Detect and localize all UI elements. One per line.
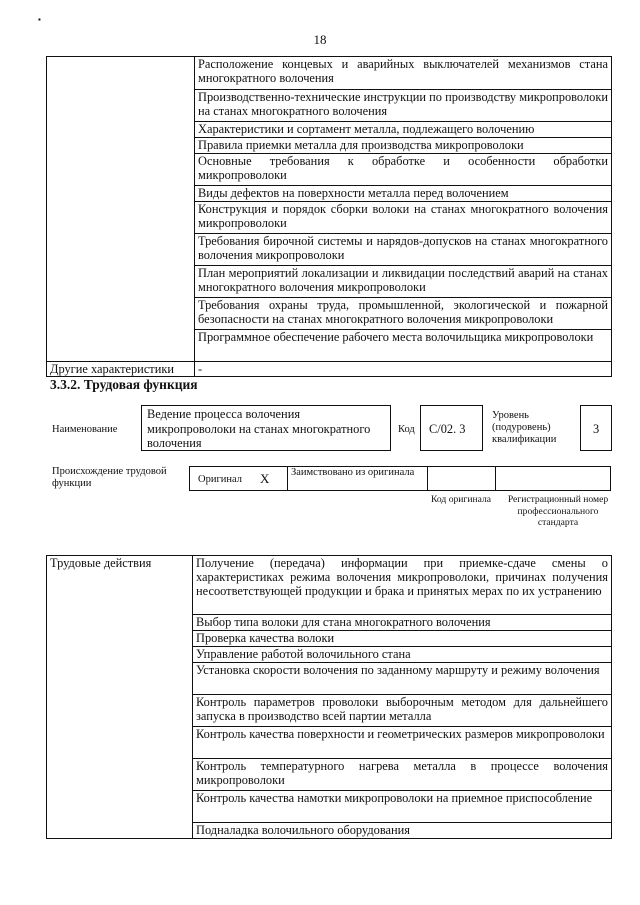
labor-actions-label: Трудовые действия: [47, 556, 193, 839]
table-cell: Установка скорости волочения по заданному маршруту и режиму волочения: [193, 663, 612, 695]
table-cell: Управление работой волочильного стана: [193, 647, 612, 663]
other-characteristics-label: Другие характеристики: [47, 362, 195, 377]
table-cell: Виды дефектов на поверхности металла перед волочением: [195, 186, 612, 202]
code-original-cell: [427, 467, 496, 490]
original-cell: [190, 467, 288, 490]
table-cell: Требования охраны труда, промышленной, экологической и пожарной безопасности на станах многократного волочения микропроволоки: [195, 298, 612, 330]
level-box: [580, 405, 612, 451]
knowledge-table: [46, 56, 612, 377]
origin-label: Происхождение трудовой функции: [52, 466, 167, 489]
code-original-caption: Код оригинала: [430, 494, 492, 505]
level-value: 3: [593, 422, 600, 436]
table-row: [47, 362, 612, 377]
name-label: Наименование: [52, 424, 118, 435]
table-cell: Проверка качества волоки: [193, 631, 612, 647]
table-cell: Требования бирочной системы и нарядов-допусков на станах многократного волочения микропроволоки: [195, 234, 612, 266]
borrowed-label: Заимствовано из оригинала: [291, 467, 415, 478]
table-row: [47, 556, 612, 615]
table-cell: Подналадка волочильного оборудования: [193, 823, 612, 839]
table-cell: Получение (передача) информации при приемке-сдаче смены о характеристиках режима волочения микропроволоки, причинах получения несоответствующей продукции и брака и принятых мерах по их устранению: [193, 556, 612, 615]
table-row: [47, 57, 612, 90]
borrowed-cell: [287, 467, 428, 490]
corner-mark: ▪: [38, 15, 41, 24]
code-label: Код: [398, 424, 415, 435]
original-label: Оригинал: [198, 474, 242, 485]
function-name-box: [141, 405, 391, 451]
table-cell: Основные требования к обработке и особенности обработки микропроволоки: [195, 154, 612, 186]
table-cell: Выбор типа волоки для стана многократного волочения: [193, 615, 612, 631]
level-label: Уровень (подуровень) квалификации: [492, 410, 557, 445]
table-cell: Программное обеспечение рабочего места волочильщика микропроволоки: [195, 330, 612, 362]
reg-number-caption: Регистрационный номер профессионального стандарта: [507, 494, 609, 528]
table-cell: План мероприятий локализации и ликвидации последствий аварий на станах многократного волочения микропроволоки: [195, 266, 612, 298]
table-cell: Контроль качества поверхности и геометрических размеров микропроволоки: [193, 727, 612, 759]
function-name-value: Ведение процесса волочения микропроволоки на станах многократного волочения: [147, 407, 371, 450]
table-cell: Контроль качества намотки микропроволоки на приемное приспособление: [193, 791, 612, 823]
code-value: C/02. 3: [429, 422, 466, 436]
section-title: 3.3.2. Трудовая функция: [50, 377, 198, 392]
reg-number-cell: [495, 467, 610, 490]
origin-row: [189, 466, 611, 491]
table-cell: Характеристики и сортамент металла, подлежащего волочению: [195, 122, 612, 138]
page-number: 18: [313, 32, 327, 47]
table-cell: Расположение концевых и аварийных выключателей механизмов стана многократного волочения: [195, 57, 612, 90]
table-cell: Конструкция и порядок сборки волоки на станах многократного волочения микропроволоки: [195, 202, 612, 234]
table-cell: Контроль температурного нагрева металла в процессе волочения микропроволоки: [193, 759, 612, 791]
code-box: [420, 405, 483, 451]
table-cell: Правила приемки металла для производства микропроволоки: [195, 138, 612, 154]
labor-actions-table: [46, 555, 612, 839]
table-cell: Производственно-технические инструкции по производству микропроволоки на станах многократного волочения: [195, 90, 612, 122]
table-cell: Контроль параметров проволоки выборочным методом для дальнейшего запуска в производство всей партии металла: [193, 695, 612, 727]
table-row-label-empty: [47, 57, 195, 362]
other-characteristics-value: -: [195, 362, 612, 377]
original-mark: X: [260, 471, 270, 486]
